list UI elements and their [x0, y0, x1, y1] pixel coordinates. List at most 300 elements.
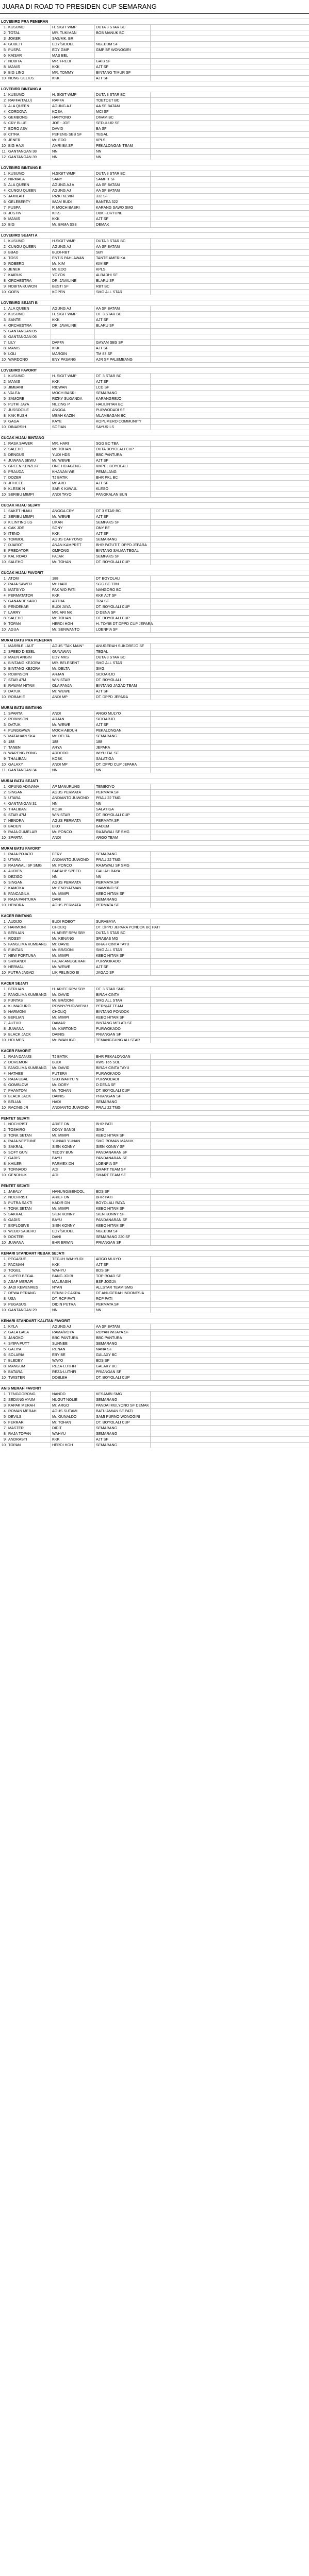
cell-bird-name: DINARSIH: [7, 425, 51, 430]
cell-bird-name: JENER: [7, 138, 51, 143]
cell-team: GAIB SF: [95, 59, 151, 64]
cell-empty: [151, 1026, 309, 1031]
table-row: [0, 1302, 309, 1308]
cell-owner: ANAN KAMPRET: [51, 543, 95, 548]
cell-empty: [151, 1156, 309, 1161]
cell-bird-name: KAIRUK: [7, 273, 51, 278]
cell-rank: 1: [0, 852, 7, 857]
cell-owner: Mr. DAVID: [51, 942, 95, 947]
table-row: [0, 205, 309, 211]
cell-bird-name: SPEED DIESEL: [7, 649, 51, 654]
cell-team: PURWOKADO: [95, 1026, 151, 1031]
cell-owner: KOSA: [51, 109, 95, 114]
cell-team: GALIAH RAYA: [95, 869, 151, 874]
cell-rank: 7: [0, 1156, 7, 1161]
cell-empty: [151, 205, 309, 210]
table-row: [0, 1347, 309, 1352]
cell-team: BBC PANTURA: [95, 452, 151, 457]
table-row: [0, 919, 309, 925]
cell-rank: 5: [0, 807, 7, 812]
cell-empty: [151, 188, 309, 193]
cell-owner: DONY SANDI: [51, 1127, 95, 1132]
table-row: [0, 717, 309, 722]
cell-bird-name: SRIKANDI: [7, 959, 51, 964]
table-row: [0, 188, 309, 194]
table-row: [0, 1431, 309, 1437]
cell-empty: [151, 959, 309, 964]
cell-bird-name: UTARA: [7, 795, 51, 801]
cell-owner: PEPENG SBB SF: [51, 132, 95, 137]
cell-owner: ANDI MP: [51, 762, 95, 767]
cell-empty: [151, 1094, 309, 1099]
table-row: [0, 1229, 309, 1234]
cell-rank: 7: [0, 1358, 7, 1363]
table-row: [0, 155, 309, 160]
cell-bird-name: THALIBAN: [7, 756, 51, 761]
cell-empty: [151, 1308, 309, 1313]
spacer-row: [0, 841, 309, 846]
cell-bird-name: DENGUS: [7, 452, 51, 457]
cell-bird-name: THALIBAN: [7, 807, 51, 812]
cell-empty: [151, 1099, 309, 1105]
cell-team: DUTA 3 STAR BC: [95, 25, 151, 30]
table-row: [0, 627, 309, 633]
cell-bird-name: ORCHESTRA: [7, 278, 51, 283]
cell-empty: [151, 1397, 309, 1402]
cell-owner: KOBK: [51, 756, 95, 761]
cell-rank: 6: [0, 672, 7, 677]
cell-owner: MR. TUKIMAN: [51, 30, 95, 36]
spacer-row: [0, 976, 309, 981]
cell-owner: AGUS CAHYONO: [51, 537, 95, 542]
section-header: MURAI BATU BINTANG: [0, 705, 309, 711]
cell-rank: 4: [0, 188, 7, 193]
cell-bird-name: TOMBOL: [7, 537, 51, 542]
cell-owner: YOYOK: [51, 273, 95, 278]
cell-owner: SAS/MK. BR: [51, 36, 95, 41]
cell-bird-name: KAPAK MERAH: [7, 1403, 51, 1408]
cell-owner: PARMEX DN: [51, 1161, 95, 1166]
cell-team: SGG BC TBA: [95, 441, 151, 446]
cell-empty: [151, 261, 309, 266]
cell-bird-name: SAKRAL: [7, 1144, 51, 1149]
cell-bird-name: GOMBLOW: [7, 1082, 51, 1088]
cell-owner: ANDIANTO JUWONO: [51, 1105, 95, 1110]
cell-owner: Mr. ARGO: [51, 1403, 95, 1408]
cell-owner: SIEN KONNY: [51, 1223, 95, 1228]
cell-rank: 2: [0, 514, 7, 519]
cell-rank: 3: [0, 317, 7, 323]
cell-owner: Mr. IWAN IGO: [51, 1038, 95, 1043]
cell-team: PRIANGAN SF: [95, 1094, 151, 1099]
cell-rank: 2: [0, 244, 7, 249]
cell-bird-name: JIMBANI: [7, 385, 51, 390]
cell-owner: Mr. TOHAN: [51, 1420, 95, 1425]
cell-team: DT. DPPD JEPARA PONDOK BC PATI: [96, 925, 160, 929]
cell-owner: RIZKY SUGANDA: [51, 396, 95, 401]
cell-bird-name: SOFT GUN: [7, 1150, 51, 1155]
cell-bird-name: MANGUM: [7, 1364, 51, 1369]
cell-rank: 7: [0, 1426, 7, 1431]
cell-bird-name: KYLA: [7, 1324, 51, 1329]
cell-team: DT. BOYOLALI CUP: [95, 604, 151, 609]
cell-team: NANGORO BC: [95, 587, 151, 592]
cell-owner: EBY BE: [51, 1352, 95, 1358]
cell-owner: KOBK: [51, 807, 95, 812]
cell-empty: [151, 475, 309, 480]
cell-bird-name: BLEDEY: [7, 1358, 51, 1363]
table-row: [0, 925, 309, 930]
cell-rank: 7: [0, 1021, 7, 1026]
cell-owner: H. SIGIT WMP: [51, 374, 95, 379]
spacer-row: [0, 295, 309, 300]
cell-team: PANDANARAN SF: [95, 1156, 151, 1161]
cell-owner: NN: [51, 874, 95, 879]
cell-team: [95, 329, 151, 334]
table-row: [0, 317, 309, 323]
cell-rank: 4: [0, 593, 7, 598]
cell-empty: [151, 1038, 309, 1043]
cell-team: AA SF BATAM: [95, 182, 151, 188]
cell-team: KEBO HITAM SF: [95, 891, 151, 896]
table-row: [0, 1358, 309, 1364]
cell-bird-name: SALEHO: [7, 616, 51, 621]
cell-bird-name: BELIAN: [7, 1099, 51, 1105]
cell-team: BINTANG TIMUR SF: [95, 70, 151, 75]
table-row: [0, 1150, 309, 1156]
cell-empty: [151, 953, 309, 958]
cell-bird-name: MATAHARI SKA: [7, 734, 51, 739]
table-row: [0, 812, 309, 818]
cell-rank: 8: [0, 1431, 7, 1436]
cell-team: PEKALONGAN: [95, 728, 151, 733]
table-row: [0, 689, 309, 694]
cell-team: BSF JOGJA: [95, 1279, 151, 1284]
table-row: [0, 1026, 309, 1032]
cell-team: BLARU SF: [95, 323, 151, 328]
cell-empty: [151, 216, 309, 222]
cell-team: PRIANGAN SF: [95, 1032, 151, 1037]
cell-empty: [151, 1240, 309, 1245]
cell-rank: 2: [0, 649, 7, 654]
cell-bird-name: GANTANGAN 34: [7, 768, 51, 773]
cell-empty: [151, 290, 309, 295]
section-header: PENTET SEJATI: [0, 1116, 309, 1122]
cell-rank: 10: [0, 143, 7, 148]
cell-team: PURWODADI: [95, 1077, 151, 1082]
cell-team: BIRAH CINTA TAYU: [95, 942, 151, 947]
cell-owner: ANDIANTO JUWONO: [51, 857, 95, 862]
cell-owner: NN: [51, 149, 95, 154]
cell-rank: 8: [0, 1229, 7, 1234]
cell-team: SMG ALL STAR: [95, 998, 151, 1003]
cell-rank: 9: [0, 486, 7, 492]
cell-rank: 7: [0, 1088, 7, 1093]
cell-team: SEMARANG: [95, 537, 151, 542]
cell-team: NN: [95, 801, 151, 806]
cell-team: DT. DPPD JEPARA: [95, 694, 151, 700]
cell-owner: RIDWAN: [51, 385, 95, 390]
table-row: [0, 897, 309, 903]
cell-owner: KKK: [51, 216, 95, 222]
cell-team: TEGAL: [95, 649, 151, 654]
cell-rank: 4: [0, 42, 7, 47]
cell-rank: 2: [0, 312, 7, 317]
cell-empty: [151, 1088, 309, 1093]
cell-rank: 5: [0, 1144, 7, 1149]
cell-empty: [151, 98, 309, 103]
cell-bird-name: NIRMALA: [7, 177, 51, 182]
cell-rank: 8: [0, 959, 7, 964]
cell-empty: [151, 1291, 309, 1296]
cell-owner: KKK: [51, 593, 95, 598]
cell-empty: [151, 1060, 309, 1065]
cell-bird-name: PUTRA JAGAD: [7, 970, 51, 975]
cell-owner: BUDI ROBOT: [51, 919, 95, 924]
cell-team: NGEBUM SF: [95, 42, 151, 47]
cell-team: KLESO: [95, 486, 151, 492]
cell-bird-name: BIG HAJI: [7, 143, 51, 148]
cell-bird-name: HARMONI: [7, 1009, 51, 1014]
cell-rank: 9: [0, 756, 7, 761]
table-row: [0, 1262, 309, 1268]
cell-empty: [151, 1414, 309, 1419]
cell-owner: Mr. DORY: [51, 1082, 95, 1088]
cell-owner: OMPONG: [51, 548, 95, 553]
cell-rank: 2: [0, 379, 7, 384]
cell-owner: KKK: [51, 1262, 95, 1267]
table-row: [0, 1341, 309, 1347]
cell-team: BANTEA 322: [95, 199, 151, 205]
cell-owner: MR. HARI: [51, 441, 95, 446]
cell-owner: ENY PASANG: [51, 357, 95, 362]
cell-bird-name: PERMATATOR: [7, 593, 51, 598]
table-row: [0, 784, 309, 790]
table-row: [0, 42, 309, 47]
cell-rank: 2: [0, 1330, 7, 1335]
cell-team: KEBO HITAM SF: [95, 953, 151, 958]
cell-empty: [151, 514, 309, 519]
cell-rank: 3: [0, 1403, 7, 1408]
cell-owner: WAYO: [51, 1358, 95, 1363]
cell-owner: ANDI MP: [51, 694, 95, 700]
cell-owner: DR. JAVALINE: [51, 278, 95, 283]
cell-team: SALATIGA: [95, 756, 151, 761]
spacer-row: [0, 1043, 309, 1048]
cell-team: NGEBUM SF: [95, 1229, 151, 1234]
cell-rank: 6: [0, 469, 7, 474]
cell-team: AA SF BATAM: [95, 244, 151, 249]
cell-empty: [151, 643, 309, 649]
cell-team: DT 3 STAR BC: [95, 509, 151, 514]
cell-empty: [151, 70, 309, 75]
cell-owner: SAR K KAWUL: [51, 486, 95, 492]
cell-bird-name: WARENG PONG: [7, 751, 51, 756]
cell-bird-name: KLESIK N: [7, 486, 51, 492]
cell-rank: 4: [0, 869, 7, 874]
table-row: [0, 419, 309, 425]
cell-team: SALATIGA: [95, 807, 151, 812]
cell-bird-name: TOGEL: [7, 1268, 51, 1273]
cell-empty: [151, 346, 309, 351]
cell-empty: [151, 1274, 309, 1279]
cell-bird-name: RAJA NEPTUNE: [7, 1139, 51, 1144]
cell-rank: 1: [0, 784, 7, 789]
table-row: [0, 138, 309, 143]
cell-bird-name: ROSSY: [7, 936, 51, 941]
cell-team: AJT SF: [95, 216, 151, 222]
cell-team: SMG: [95, 666, 151, 671]
table-row: [0, 1099, 309, 1105]
table-row: [0, 323, 309, 329]
spacer-row: [0, 773, 309, 778]
cell-team: SEMARANG 220 SF: [95, 1234, 151, 1240]
cell-empty: [151, 610, 309, 615]
cell-owner: SANY: [51, 177, 95, 182]
cell-team: GAYAM SBS SF: [95, 340, 151, 345]
cell-empty: [151, 621, 309, 626]
table-row: [0, 216, 309, 222]
cell-owner: DIDIN PUTRA: [51, 1302, 95, 1307]
cell-empty: [151, 441, 309, 446]
section-header: KENARI STANDART KALITAN FAVORIT: [0, 1318, 309, 1324]
cell-empty: [151, 548, 309, 553]
section-header: MURAI BATU SEJATI: [0, 778, 309, 784]
table-row: [0, 25, 309, 30]
cell-team: DUTA 3 STAR BC: [95, 655, 151, 660]
cell-rank: 3: [0, 1065, 7, 1071]
cell-team: PURWODADI SF: [95, 408, 151, 413]
table-row: [0, 92, 309, 98]
table-row: [0, 447, 309, 452]
cell-rank: 3: [0, 1200, 7, 1206]
cell-team: HALILINTAR BC: [95, 402, 151, 407]
spacer-row: [0, 1178, 309, 1183]
cell-rank: 10: [0, 1375, 7, 1380]
cell-bird-name: GANANDEKARO: [7, 599, 51, 604]
cell-owner: CHOLIQ: [51, 1009, 95, 1014]
cell-team: BINTANG SALMA TEGAL: [95, 548, 151, 553]
cell-owner: WIN STAR: [51, 677, 95, 683]
cell-empty: [151, 1071, 309, 1076]
table-row: [0, 1127, 309, 1133]
cell-rank: 6: [0, 812, 7, 818]
cell-bird-name: RAJA DANUS: [7, 1054, 51, 1059]
table-row: [0, 1223, 309, 1229]
cell-bird-name: JUSSOCILE: [7, 408, 51, 413]
cell-bird-name: RAJA GUMELAR: [7, 829, 51, 835]
cell-team: NN: [95, 155, 151, 160]
cell-owner: H. SIGIT WMP: [51, 312, 95, 317]
cell-bird-name: ALA QUEEN: [7, 182, 51, 188]
cell-team: DBK FORTUNE: [95, 211, 151, 216]
cell-owner: REZA-LUTHFI: [51, 1364, 95, 1369]
cell-owner: HERDI HGH: [51, 1443, 95, 1448]
cell-team: DT. 3 STAR BC: [95, 374, 151, 379]
cell-empty: [151, 250, 309, 255]
cell-rank: 3: [0, 655, 7, 660]
table-row: [0, 1274, 309, 1279]
cell-empty: [151, 672, 309, 677]
cell-owner: MR. FREDI: [51, 59, 95, 64]
cell-rank: 6: [0, 1217, 7, 1223]
cell-empty: [151, 1133, 309, 1138]
cell-team: SMART TEAM SF: [95, 1167, 151, 1172]
cell-rank: 8: [0, 1094, 7, 1099]
cell-bird-name: BERLIAN: [7, 1015, 51, 1020]
cell-team: DT BOYOLALI: [95, 576, 151, 581]
cell-bird-name: BLACK JACK: [7, 1094, 51, 1099]
cell-owner: TEGUH WAHYUDI: [51, 1257, 95, 1262]
cell-bird-name: LARRY: [7, 610, 51, 615]
cell-bird-name: BADEN: [7, 824, 51, 829]
cell-empty: [151, 554, 309, 559]
cell-rank: 6: [0, 1150, 7, 1155]
spacer-row: [0, 633, 309, 638]
cell-team: [95, 334, 151, 340]
cell-owner: MAS BEL: [51, 53, 95, 58]
cell-owner: KKK: [51, 346, 95, 351]
table-row: [0, 194, 309, 199]
cell-rank: 7: [0, 408, 7, 413]
cell-empty: [151, 903, 309, 908]
cell-team: AJT SF: [95, 379, 151, 384]
table-row: [0, 655, 309, 660]
cell-rank: 6: [0, 1352, 7, 1358]
cell-empty: [151, 560, 309, 565]
cell-empty: [151, 947, 309, 953]
cell-owner: NYAN: [51, 1285, 95, 1290]
cell-bird-name: JANOKO: [7, 1335, 51, 1341]
cell-empty: [151, 25, 309, 30]
cell-rank: 2: [0, 992, 7, 997]
cell-team: SIEN KONNY SF: [95, 1144, 151, 1149]
cell-owner: HERDI HGH: [51, 621, 95, 626]
cell-bird-name: MANIS: [7, 64, 51, 70]
cell-empty: [151, 576, 309, 581]
cell-rank: 10: [0, 425, 7, 430]
cell-team: SGG BC TBN: [95, 582, 151, 587]
cell-bird-name: TONK SETAN: [7, 1206, 51, 1211]
cell-bird-name: LILY: [7, 340, 51, 345]
cell-team: DT ANUGERAH INDONESIA: [95, 1291, 151, 1296]
cell-team: SEMARANG: [95, 391, 151, 396]
cell-owner: Mr. WEWE: [51, 964, 95, 970]
table-row: [0, 1409, 309, 1414]
cell-owner: KKK: [51, 76, 95, 81]
cell-owner: MBAH KAZIN: [51, 413, 95, 418]
cell-empty: [151, 171, 309, 176]
cell-empty: [151, 835, 309, 840]
cell-team: SEMARANG: [95, 1431, 151, 1436]
table-row: [0, 1189, 309, 1195]
cell-team: PRIANGAN SF: [95, 1240, 151, 1245]
cell-team: DT. BOYOLALI CUP: [95, 1375, 151, 1380]
table-row: [0, 751, 309, 756]
cell-empty: [151, 47, 309, 53]
cell-rank: 3: [0, 250, 7, 255]
table-row: [0, 1054, 309, 1060]
cell-team: D DENA SF: [95, 610, 151, 615]
cell-bird-name: BERLIAN: [7, 930, 51, 936]
cell-bird-name: SAKRAL: [7, 1212, 51, 1217]
cell-empty: [151, 1358, 309, 1363]
cell-empty: [151, 121, 309, 126]
table-row: [0, 70, 309, 76]
table-row: [0, 1088, 309, 1094]
table-row: [0, 1397, 309, 1403]
table-row: [0, 762, 309, 768]
